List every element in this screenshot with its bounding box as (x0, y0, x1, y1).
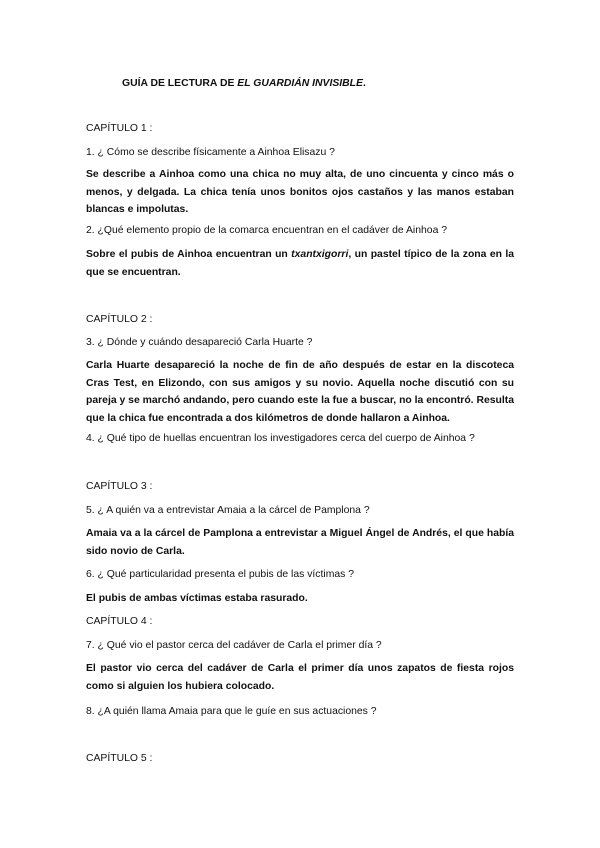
answer-6: El pubis de ambas víctimas estaba rasurado. (86, 593, 308, 604)
question-3: 3. ¿ Dónde y cuándo desapareció Carla Huarte ? (86, 337, 313, 348)
question-8: 8. ¿A quién llama Amaia para que le guíe en sus actuaciones ? (86, 706, 377, 717)
answer-2-start: Sobre el pubis de Ainhoa encuentran un (86, 249, 292, 260)
chapter-5-heading: CAPÍTULO 5 : (86, 753, 153, 764)
answer-3: Carla Huarte desapareció la noche de fin de año después de estar en la discoteca Cras Test, en Elizondo, con sus amigos y su novio. Aquella noche discutió con su pareja y se marchó andando, pero cuando este la fue a buscar, no la encontró. Resulta que la chica fue encontrada a dos kilómetros de donde hallaron a Ainhoa. (86, 360, 514, 424)
chapter-3-heading: CAPÍTULO 3 : (86, 481, 153, 492)
answer-5: Amaia va a la cárcel de Pamplona a entrevistar a Miguel Ángel de Andrés, el que había sido novio de Carla. (86, 528, 514, 557)
answer-2-term: txantxigorri (291, 249, 349, 260)
answer-1: Se describe a Ainhoa como una chica no muy alta, de uno cincuenta y cinco más o menos, y delgada. La chica tenía unos bonitos ojos castaños y las manos estaban blancas e impolutas. (86, 169, 514, 215)
question-2: 2. ¿Qué elemento propio de la comarca encuentran en el cadáver de Ainhoa ? (86, 225, 448, 236)
question-7: 7. ¿ Qué vio el pastor cerca del cadáver de Carla el primer día ? (86, 640, 382, 651)
title-suffix: . (362, 78, 366, 89)
question-4: 4. ¿ Qué tipo de huellas encuentran los investigadores cerca del cuerpo de Ainhoa ? (86, 433, 475, 444)
question-5: 5. ¿ A quién va a entrevistar Amaia a la cárcel de Pamplona ? (86, 505, 370, 516)
answer-7: El pastor vio cerca del cadáver de Carla el primer día unos zapatos de fiesta rojos como si alguien los hubiera colocado. (86, 663, 514, 692)
document-title (122, 75, 366, 93)
title-prefix: GUÍA DE LECTURA DE (122, 78, 238, 89)
answer-2 (86, 246, 514, 281)
book-title: EL GUARDIÁN INVISIBLE (237, 78, 363, 89)
chapter-1-heading: CAPÍTULO 1 : (86, 123, 153, 134)
chapter-2-heading: CAPÍTULO 2 : (86, 314, 153, 325)
chapter-4-heading: CAPÍTULO 4 : (86, 616, 153, 627)
question-6: 6. ¿ Qué particularidad presenta el pubis de las víctimas ? (86, 569, 354, 580)
question-1: 1. ¿ Cómo se describe físicamente a Ainhoa Elisazu ? (86, 147, 335, 158)
answer-2-end: , un pastel típico de la zona en la que se encuentran. (86, 249, 514, 278)
